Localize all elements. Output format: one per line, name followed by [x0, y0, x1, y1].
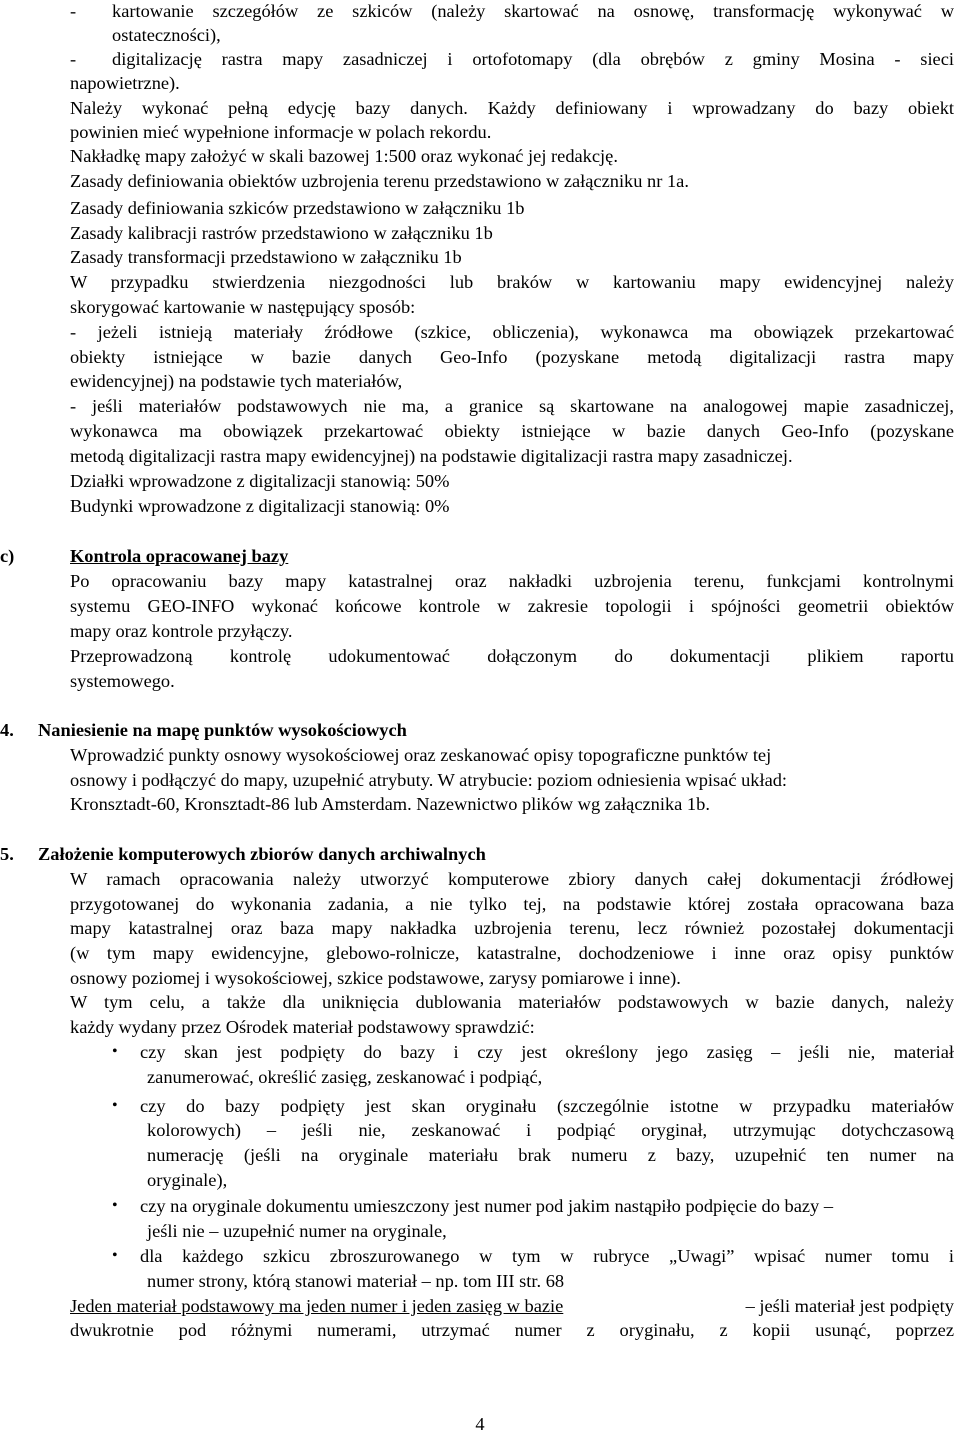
- text-line: powinien mieć wypełnione informacje w polach rekordu.: [70, 122, 492, 142]
- list-item-text: czy skan jest podpięty do bazy i czy jest określony jego zasięg – jeśli nie, materiał: [140, 1042, 954, 1062]
- text-line: W tym celu, a także dla uniknięcia dublowania materiałów podstawowych w bazie danych, należy: [70, 992, 954, 1012]
- text-line: - jeżeli istnieją materiały źródłowe (szkice, obliczenia), wykonawca ma obowiązek przekartować: [70, 322, 954, 342]
- text-line: Zasady definiowania obiektów uzbrojenia terenu przedstawiono w załączniku nr 1a.: [70, 171, 689, 191]
- text-line: Zasady transformacji przedstawiono w załączniku 1b: [70, 247, 462, 267]
- text-line: W ramach opracowania należy utworzyć komputerowe zbiory danych całej dokumentacji źródłowej: [70, 869, 954, 889]
- text-line: mapy oraz kontrole przyłączy.: [70, 621, 293, 641]
- section-heading: Naniesienie na mapę punktów wysokościowych: [38, 720, 407, 740]
- list-item-text: numer strony, którą stanowi materiał – np. tom III str. 68: [147, 1271, 565, 1291]
- bullet-icon: •: [112, 1197, 118, 1214]
- text-line: Przeprowadzoną kontrolę udokumentować dołączonym do dokumentacji plikiem raportu: [70, 646, 954, 666]
- page-number: 4: [475, 1414, 485, 1434]
- bullet-icon: •: [112, 1097, 118, 1114]
- text-line: przygotowanej do wykonania zadania, a nie tylko tej, na podstawie której została opracowana baza: [70, 894, 954, 914]
- text-line: obiekty istniejące w bazie danych Geo-Info (pozyskane metodą digitalizacji rastra mapy: [70, 347, 954, 367]
- text-line: ostateczności),: [112, 25, 221, 45]
- text-line: mapy katastralnej oraz baza mapy nakładka uzbrojenia terenu, lecz również pozostałej dokumentacji: [70, 918, 954, 938]
- text-line: [70, 1294, 954, 1318]
- text-line: każdy wydany przez Ośrodek materiał podstawowy sprawdzić:: [70, 1017, 535, 1037]
- section-marker: 4.: [0, 720, 14, 740]
- text-line: Budynki wprowadzone z digitalizacji stanowią: 0%: [70, 496, 450, 516]
- text-line: W przypadku stwierdzenia niezgodności lub braków w kartowaniu mapy ewidencyjnej należy: [70, 272, 954, 292]
- list-item-text: oryginale),: [147, 1170, 228, 1190]
- list-item-text: zanumerować, określić zasięg, zeskanować i podpiąć,: [147, 1067, 543, 1087]
- list-item-text: numerację (jeśli na oryginale materiału brak numeru z bazy, uzupełnić ten numer na: [147, 1145, 954, 1165]
- underlined-statement: Jeden materiał podstawowy ma jeden numer i jeden zasięg w bazie: [70, 1296, 564, 1316]
- list-item-text: jeśli nie – uzupełnić numer na oryginale,: [147, 1221, 447, 1241]
- text-line: ewidencyjnej) na podstawie tych materiałów,: [70, 371, 403, 391]
- text-line: (w tym mapy ewidencyjne, glebowo-rolnicze, katastralne, dochodzeniowe i inne oraz opisy punktów: [70, 943, 954, 963]
- section-marker: c): [0, 546, 15, 566]
- text-line: kartowanie szczegółów ze szkiców (należy skartować na osnowę, transformację wykonywać w: [112, 1, 954, 21]
- section-marker: 5.: [0, 844, 14, 864]
- text-line: osnowy i podłączyć do mapy, uzupełnić atrybuty. W atrybucie: poziom odniesienia wpisać układ:: [70, 770, 788, 790]
- text-line: osnowy poziomej i wysokościowej, szkice podstawowe, zarysy pomiarowe i inne).: [70, 968, 681, 988]
- text-line: napowietrzne).: [70, 73, 180, 93]
- list-item-text: czy do bazy podpięty jest skan oryginału (szczególnie istotne w przypadku materiałów: [140, 1096, 954, 1116]
- text-line: digitalizację rastra mapy zasadniczej i ortofotomapy (dla obrębów z gminy Mosina - sieci: [112, 49, 954, 69]
- text-line: systemu GEO-INFO wykonać końcowe kontrole w zakresie topologii i spójności geometrii obiektów: [70, 596, 954, 616]
- text-line: Nakładkę mapy założyć w skali bazowej 1:500 oraz wykonać jej redakcję.: [70, 146, 618, 166]
- text-fragment: – jeśli materiał jest podpięty: [745, 1296, 954, 1316]
- list-item-text: dla każdego szkicu zbroszurowanego w tym w rubryce „Uwagi” wpisać numer tomu i: [140, 1246, 954, 1266]
- list-dash: -: [70, 1, 77, 21]
- text-line: Należy wykonać pełną edycję bazy danych. Każdy definiowany i wprowadzany do bazy obiekt: [70, 98, 954, 118]
- list-item-text: czy na oryginale dokumentu umieszczony jest numer pod jakim nastąpiło podpięcie do bazy –: [140, 1196, 834, 1216]
- text-line: Zasady kalibracji rastrów przedstawiono w załączniku 1b: [70, 223, 493, 243]
- bullet-icon: •: [112, 1043, 118, 1060]
- text-line: metodą digitalizacji rastra mapy ewidencyjnej) na podstawie digitalizacji rastra mapy zasadniczej.: [70, 446, 793, 466]
- text-line: Po opracowaniu bazy mapy katastralnej oraz nakładki uzbrojenia terenu, funkcjami kontrolnymi: [70, 571, 954, 591]
- text-line: - jeśli materiałów podstawowych nie ma, a granice są skartowane na analogowej mapie zasadniczej,: [70, 396, 954, 416]
- text-line: skorygować kartowanie w następujący sposób:: [70, 297, 416, 317]
- list-dash: -: [70, 49, 77, 69]
- text-line: Kronsztadt-60, Kronsztadt-86 lub Amsterdam. Nazewnictwo plików wg załącznika 1b.: [70, 794, 710, 814]
- text-line: Działki wprowadzone z digitalizacji stanowią: 50%: [70, 471, 450, 491]
- text-line: dwukrotnie pod różnymi numerami, utrzymać numer z oryginału, z kopii usunąć, poprzez: [70, 1320, 954, 1340]
- section-heading: Kontrola opracowanej bazy: [70, 546, 289, 566]
- bullet-icon: •: [112, 1247, 118, 1264]
- section-heading: Założenie komputerowych zbiorów danych archiwalnych: [38, 844, 486, 864]
- text-line: Wprowadzić punkty osnowy wysokościowej oraz zeskanować opisy topograficzne punktów tej: [70, 745, 772, 765]
- text-line: systemowego.: [70, 671, 175, 691]
- text-line: wykonawca ma obowiązek przekartować obiekty istniejące w bazie danych Geo-Info (pozyskane: [70, 421, 954, 441]
- list-item-text: kolorowych) – jeśli nie, zeskanować i podpiąć oryginał, utrzymując dotychczasową: [147, 1120, 954, 1140]
- text-line: Zasady definiowania szkiców przedstawiono w załączniku 1b: [70, 198, 525, 218]
